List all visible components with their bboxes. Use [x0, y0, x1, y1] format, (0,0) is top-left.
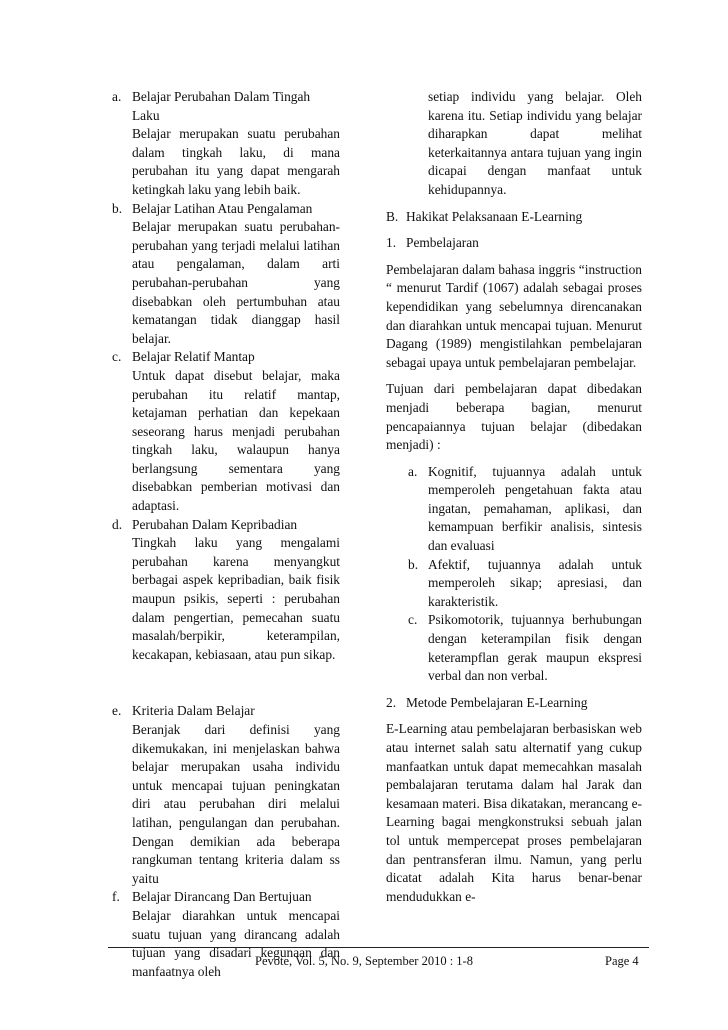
list-item [112, 348, 340, 515]
item-label: b. [112, 200, 123, 216]
item-label: a. [408, 463, 418, 479]
item-title: Belajar Relatif Mantap [132, 349, 255, 365]
section-label: B. [386, 208, 399, 224]
subsection-title: Metode Pembelajaran E-Learning [406, 694, 588, 710]
subsection-label: 1. [386, 235, 397, 251]
page-number: Page 4 [605, 954, 639, 968]
item-label: f. [112, 889, 120, 905]
left-column [112, 88, 340, 981]
item-text: Kognitif, tujuannya adalah untuk memperoleh pengetahuan fakta atau ingatan, pemahaman, aplikasi, dan kemampuan berfikir analisis, sintesis dan evaluasi [428, 463, 642, 554]
item-label: c. [408, 612, 418, 628]
item-title: Perubahan Dalam Kepribadian [132, 516, 298, 532]
section-heading [386, 208, 642, 227]
item-body: Tingkah laku yang mengalami perubahan karena menyangkut berbagai aspek kepribadian, baik fisik maupun psikis, seperti : perubahan dalam pengertian, pemecahan suatu masalah/berpikir, keterampilan, kecakapan, kebiasaan, atau pun sikap. [132, 535, 340, 662]
item-text: Afektif, tujuannya adalah untuk memperoleh sikap; apresiasi, dan karakteristik. [428, 556, 642, 609]
item-body: Untuk dapat disebut belajar, maka perubahan itu relatif mantap, ketajaman perhatian dan kepekaan seseorang harus menjadi perubahan tingkah laku, walaupun hanya berlangsung sementara yang disebabkan pemberian motivasi dan adaptasi. [132, 367, 340, 514]
subsection-heading [386, 234, 642, 253]
item-label: b. [408, 556, 419, 572]
item-title: Belajar Dirancang Dan Bertujuan [132, 889, 312, 905]
list-item [408, 463, 642, 556]
item-body: Belajar merupakan suatu perubahan dalam tingkah laku, di mana perubahan itu yang dapat mengarah ketingkah laku yang lebih baik. [132, 126, 340, 197]
list-item [112, 200, 340, 349]
item-label: d. [112, 516, 123, 532]
list-item [112, 88, 340, 200]
item-title: Belajar Perubahan Dalam Tingah Laku [132, 89, 311, 123]
paragraph: Pembelajaran dalam bahasa inggris “instruction “ menurut Tardif (1067) adalah sebagai proses kependidikan yang sebelumnya direncanakan dan diarahkan untuk mencapai tujuan. Menurut Dagang (1989) mengistilahkan pembelajaran sebagai upaya untuk pembelajaran pembelajar. [386, 261, 642, 370]
item-text: Psikomotorik, tujuannya berhubungan dengan keterampilan fisik dengan keterampflan gerak maupun ekspresi verbal dan non verbal. [428, 612, 642, 684]
goals-list [386, 463, 642, 686]
list-item [408, 611, 642, 685]
continuation-text: setiap individu yang belajar. Oleh karena itu. Setiap individu yang belajar diharapkan dapat melihat keterkaitannya antara tujuan yang ingin dicapai dengan manfaat untuk kehidupannya. [428, 89, 642, 197]
item-label: a. [112, 89, 122, 104]
item-body: Belajar diarahkan untuk mencapai suatu tujuan yang dirancang adalah tujuan yang disadari kegunaan dan manfaatnya oleh [132, 907, 340, 979]
right-column [386, 88, 642, 906]
item-body: Belajar merupakan suatu perubahan-perubahan yang terjadi melalui latihan atau pengalaman, dalam arti perubahan-perubahan yang disebabkan oleh pertumbuhan atau kematangan tidak dianggap hasil belajar. [132, 219, 340, 346]
item-label: c. [112, 349, 122, 365]
subsection-heading [386, 694, 642, 713]
footer-divider [108, 947, 649, 948]
item-body: Beranjak dari definisi yang dikemukakan, ini menjelaskan bahwa belajar merupakan usaha individu untuk mencapai tujuan peningkatan diri atau perubahan diri melalui latihan, pengulangan dan perubahan. Dengan demikian ada beberapa rangkuman tentang kriteria dalam ss yaitu [132, 722, 340, 886]
list-item [112, 516, 340, 665]
paragraph: Tujuan dari pembelajaran dapat dibedakan menjadi beberapa bagian, menurut pencapaiannya tujuan belajar (dibedakan menjadi) : [386, 381, 642, 453]
subsection-title: Pembelajaran [406, 235, 479, 251]
footer-journal: Pevote, Vol. 5, No. 9, September 2010 : 1-8 [255, 954, 473, 968]
paragraph: E-Learning atau pembelajaran berbasiskan web atau internet salah satu alternatif yang cukup manfaatkan untuk dapat memecahkan masalah pembalajaran terutama dalam hal Jarak dan kesamaan materi. Bisa dikatakan, merancang e-Learning bagai mengkonstruksi sebuah jalan tol untuk mempercepat proses pembelajaran dan pentransferan ilmu. Namun, yang perlu dicatat adalah Kita harus benar-benar mendudukkan e- [386, 721, 642, 904]
section-title: Hakikat Pelaksanaan E-Learning [406, 208, 583, 224]
item-title: Kriteria Dalam Belajar [132, 703, 255, 719]
list-item [112, 702, 340, 888]
item-label: e. [112, 703, 122, 719]
list-item [408, 556, 642, 612]
subsection-label: 2. [386, 694, 397, 710]
item-title: Belajar Latihan Atau Pengalaman [132, 200, 313, 216]
